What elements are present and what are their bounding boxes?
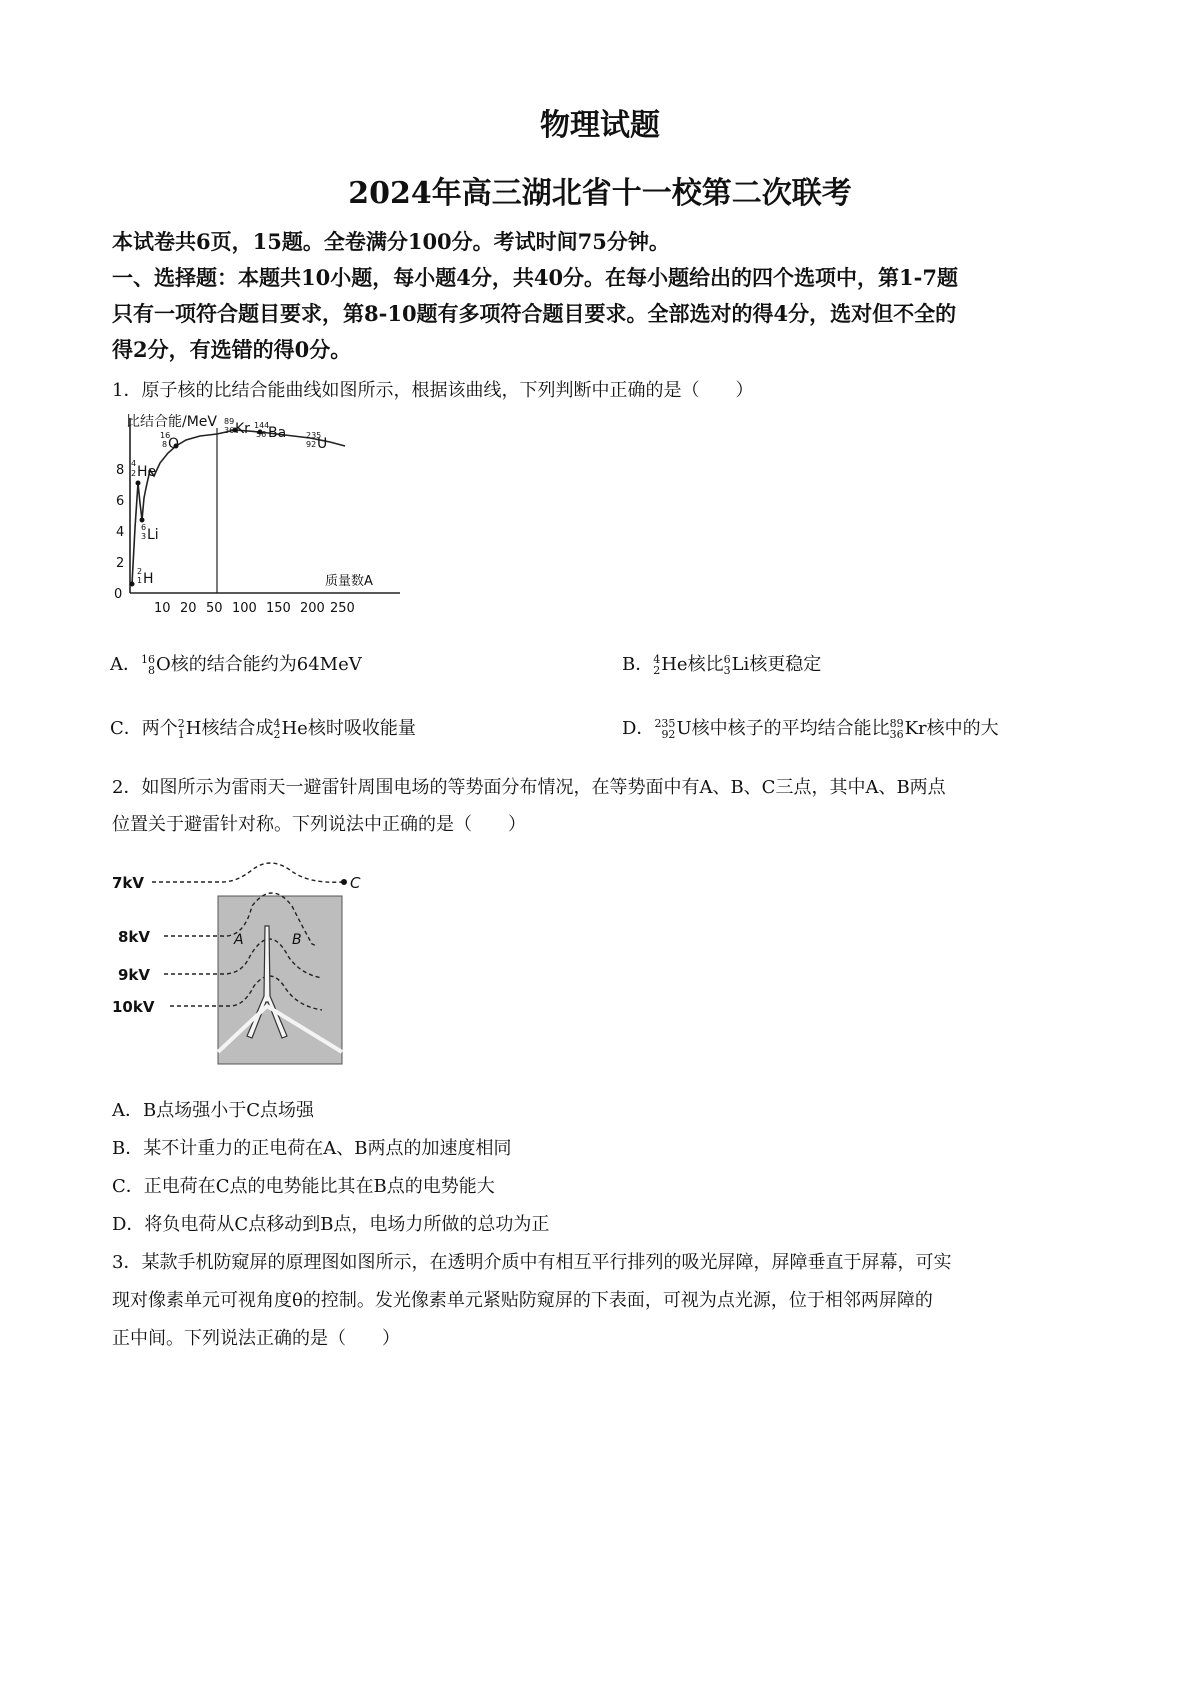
lightning-rod-figure [112,856,382,1068]
label-he-z: 2 [131,469,137,478]
q1-option-b-mid: 核比 [687,654,724,675]
q1-option-a [110,650,362,676]
label-o-a: 16 [160,431,171,440]
q1-option-a-element: O [156,654,171,675]
point-li [140,518,145,523]
point-c [341,879,347,885]
q2-option-b: B．某不计重力的正电荷在A、B两点的加速度相同 [112,1138,512,1159]
label-ba: Ba [268,425,287,441]
data-points [130,428,263,587]
page-subtitle: 2024年高三湖北省十一校第二次联考 [348,176,852,211]
label-h-z: 1 [137,576,143,585]
q2-stem-line2: 位置关于避雷针对称。下列说法中正确的是（ ） [112,814,526,835]
x-tick-200: 200 [300,601,325,616]
q1-option-c-iso1 [178,718,185,740]
binding-energy-figure [110,408,410,623]
q1-option-c-text: 核时吸收能量 [307,718,416,739]
binding-energy-curve [132,430,345,584]
q1-option-c [110,714,416,740]
label-10kv: 10kV [112,998,155,1016]
section1-line3: 得2分，有选错的得0分。 [112,337,352,362]
label-h-a: 2 [137,567,143,576]
q1-option-b-iso1 [653,654,660,676]
q1-option-c-charge2: 2 [273,728,281,741]
q1-option-b [622,650,821,676]
q1-option-b-prefix: B． [622,654,654,675]
q1-option-b-element2: Li [731,654,750,675]
x-tick-20: 20 [180,601,197,616]
q1-option-c-element1: H [185,718,202,739]
section1-line1: 一、选择题：本题共10小题，每小题4分，共40分。在每小题给出的四个选项中，第1-7题 [112,265,958,290]
q1-option-d-mass2: 89 [889,717,904,730]
q1-option-a-text: 核的结合能约为64MeV [170,654,362,675]
q1-option-a-iso [141,654,155,676]
q1-option-d-iso1 [654,718,675,740]
q1-option-d-charge1: 92 [661,728,676,741]
x-tick-150: 150 [266,601,291,616]
q1-option-d-mid: 核中核子的平均结合能比 [691,718,890,739]
exam-intro: 本试卷共6页，15题。全卷满分100分。考试时间75分钟。 [112,229,670,254]
y-tick-0: 0 [114,587,123,602]
label-ba-z: 56 [256,430,267,439]
q1-option-d-mass1: 235 [654,717,676,730]
q1-option-c-prefix: C．两个 [110,718,178,739]
q1-option-d-text: 核中的大 [926,718,999,739]
nuclide-labels [131,417,327,587]
q1-option-b-charge1: 2 [653,664,661,677]
y-tick-8: 8 [116,463,125,478]
q1-option-b-element1: He [661,654,688,675]
label-he: He [137,464,157,480]
q1-option-a-mass: 16 [141,653,155,666]
q1-option-a-charge: 8 [148,664,155,677]
label-kr-a: 89 [224,417,235,426]
label-point-c: C [350,874,361,892]
q1-option-b-iso2 [724,654,731,676]
section1-line2: 只有一项符合题目要求，第8-10题有多项符合题目要求。全部选对的得4分，选对但不全的 [112,301,957,326]
q3-stem-line1: 3．某款手机防窥屏的原理图如图所示，在透明介质中有相互平行排列的吸光屏障，屏障垂直于屏幕，可实 [112,1252,952,1273]
q1-option-a-prefix: A． [110,654,141,675]
label-o-z: 8 [162,440,168,449]
label-kr-z: 36 [224,426,235,435]
label-u: U [317,436,328,452]
page-title: 物理试题 [540,108,660,143]
label-he-a: 4 [131,459,137,468]
label-point-a: A [234,932,244,948]
q1-option-c-mass2: 4 [273,717,281,730]
label-h: H [143,571,154,587]
y-tick-2: 2 [116,556,125,571]
q1-option-c-charge1: 1 [177,728,185,741]
q1-option-b-charge2: 3 [723,664,731,677]
label-li-a: 6 [141,523,147,532]
q1-option-d-charge2: 36 [889,728,904,741]
q1-option-c-element2: He [281,718,308,739]
q1-option-d-iso2 [890,718,904,740]
q2-option-c: C．正电荷在C点的电势能比其在B点的电势能大 [112,1176,495,1197]
point-he [136,481,141,486]
x-tick-labels [154,601,355,616]
q2-stem-line1: 2．如图所示为雷雨天一避雷针周围电场的等势面分布情况，在等势面中有A、B、C三点，其中A、B两点 [112,777,946,798]
x-tick-250: 250 [330,601,355,616]
q3-stem-line3: 正中间。下列说法正确的是（ ） [112,1328,400,1349]
q1-option-b-text: 核更稳定 [749,654,822,675]
y-axis-label: 比结合能/MeV [126,414,217,430]
q1-option-c-iso2 [273,718,280,740]
label-ba-a: 144 [254,421,270,430]
label-point-b: B [292,932,302,948]
label-7kv: 7kV [112,874,145,892]
q3-stem-line2: 现对像素单元可视角度θ的控制。发光像素单元紧贴防窥屏的下表面，可视为点光源，位于相邻两屏障的 [112,1290,933,1311]
q2-option-a: A．B点场强小于C点场强 [112,1100,314,1121]
y-tick-6: 6 [116,494,125,509]
point-h [130,582,135,587]
label-li: Li [147,527,159,543]
label-o: O [168,436,180,452]
q1-option-b-mass1: 4 [653,653,661,666]
q2-option-d: D．将负电荷从C点移动到B点，电场力所做的总功为正 [112,1214,550,1235]
x-axis-label: 质量数A [325,574,373,589]
equipotential-7kv [152,863,344,882]
q1-option-d-prefix: D． [622,718,655,739]
x-tick-100: 100 [232,601,257,616]
label-u-z: 92 [306,440,317,449]
label-9kv: 9kV [118,966,151,984]
q1-option-d [622,714,999,740]
label-kr: Kr [235,421,250,437]
q1-stem: 1．原子核的比结合能曲线如图所示，根据该曲线，下列判断中正确的是（ ） [112,380,754,401]
label-8kv: 8kV [118,928,151,946]
q1-option-c-mass1: 2 [177,717,185,730]
label-li-z: 3 [141,532,147,541]
label-u-a: 235 [306,431,322,440]
q1-option-d-element1: U [676,718,692,739]
q1-option-c-mid: 核结合成 [201,718,274,739]
q1-option-d-element2: Kr [904,718,927,739]
x-tick-50: 50 [206,601,223,616]
y-tick-4: 4 [116,525,125,540]
y-tick-labels [114,463,124,602]
x-tick-10: 10 [154,601,171,616]
q1-option-b-mass2: 6 [723,653,731,666]
